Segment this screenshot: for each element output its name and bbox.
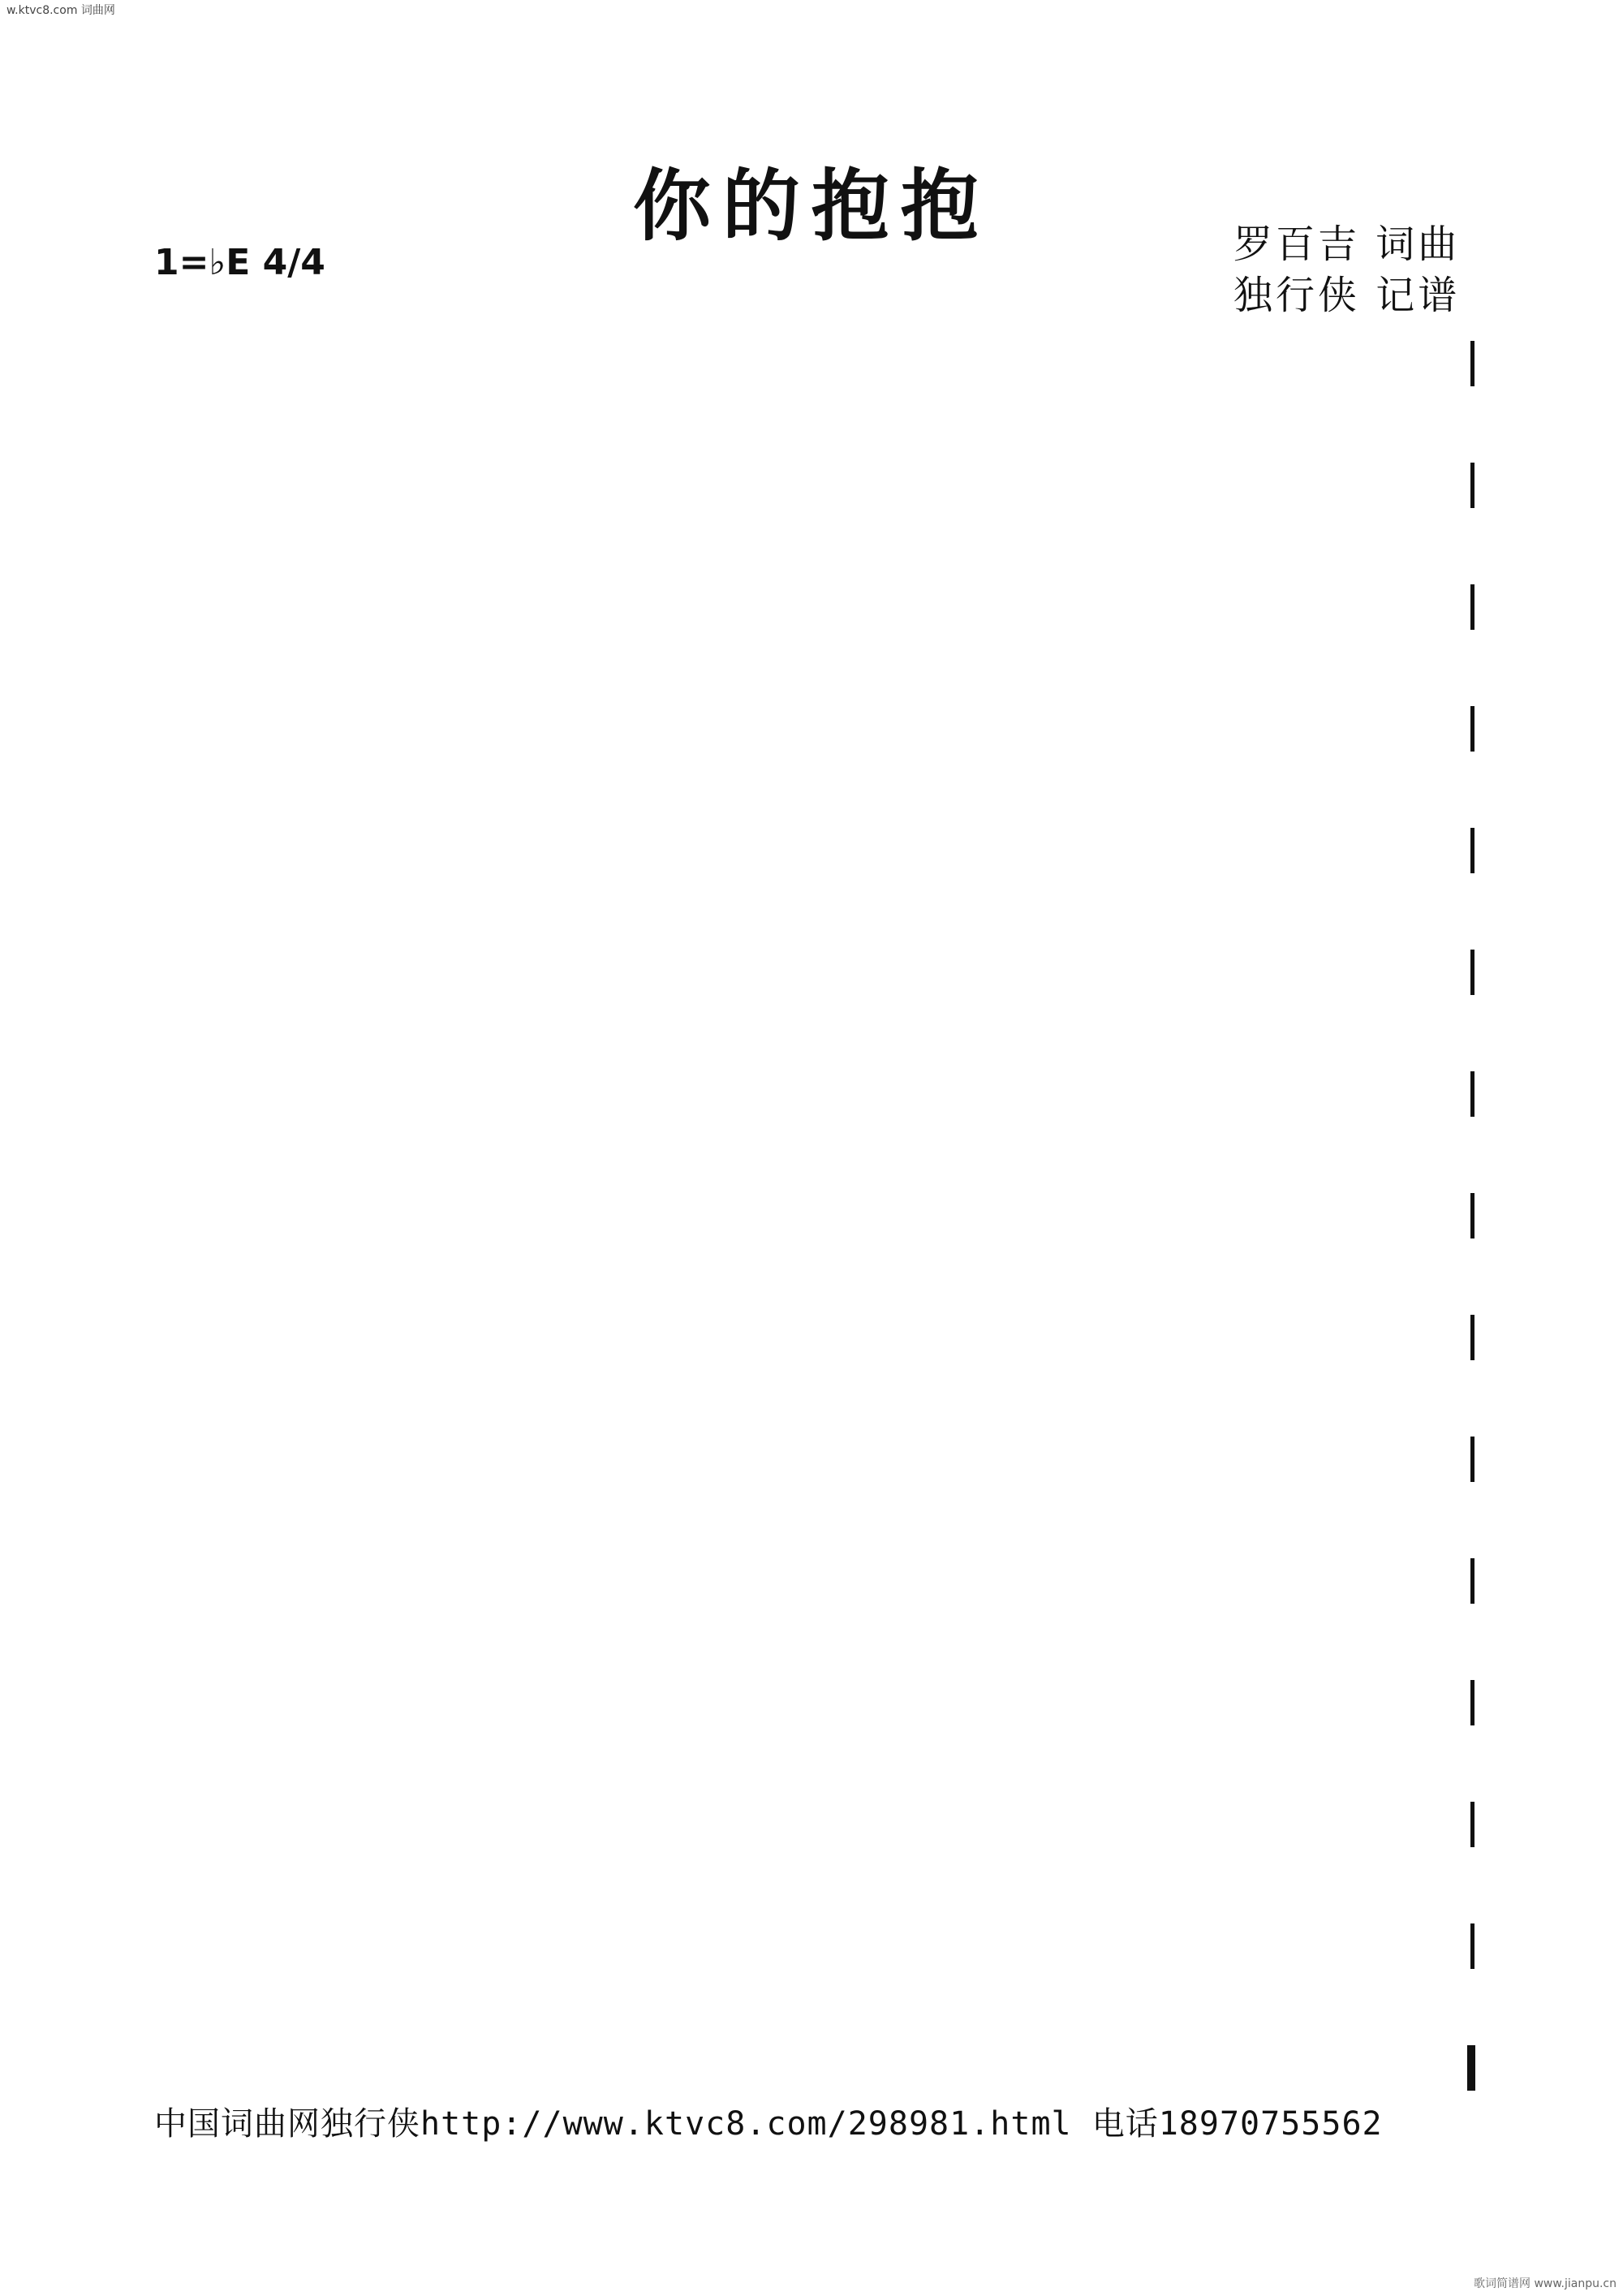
watermark-top: w.ktvc8.com 词曲网	[6, 4, 115, 17]
lyric-line	[154, 1855, 1477, 1904]
score-row	[154, 1315, 1477, 1437]
barline	[1470, 1315, 1474, 1360]
lyric-line	[154, 516, 1477, 565]
barline	[1470, 1437, 1474, 1482]
barline	[1470, 1071, 1474, 1117]
score-row	[154, 1193, 1477, 1315]
notation-line	[154, 1315, 1477, 1363]
song-title: 你的抱抱	[633, 160, 990, 252]
barline	[1470, 463, 1474, 508]
key-signature: 1=♭E 4/4	[154, 242, 325, 283]
lyric-line	[154, 1490, 1477, 1539]
score-row	[154, 1923, 1477, 2045]
barline	[1470, 706, 1474, 752]
barline	[1470, 341, 1474, 386]
notation-line	[154, 1437, 1477, 1484]
barline	[1470, 1802, 1474, 1847]
notation-line	[154, 1071, 1477, 1119]
score-row	[154, 1437, 1477, 1558]
barline	[1470, 828, 1474, 873]
notation-line	[154, 2045, 1477, 2093]
score-row	[154, 950, 1477, 1071]
score-row	[154, 1558, 1477, 1680]
notation-line	[154, 706, 1477, 754]
notation-line	[154, 1802, 1477, 1850]
lyric-line	[154, 1003, 1477, 1052]
transcriber-credit: 独行侠 记谱	[1233, 273, 1461, 318]
score-row	[154, 1071, 1477, 1193]
lyric-line	[154, 394, 1477, 443]
score-row	[154, 1680, 1477, 1802]
lyric-line	[154, 760, 1477, 808]
footer-source: 中国词曲网独行侠http://www.ktvc8.com/298981.html 电话18970755562	[154, 2105, 1383, 2143]
watermark-bottom: 歌词简谱网 www.jianpu.cn	[1474, 2277, 1617, 2290]
lyric-line	[154, 881, 1477, 930]
notation-line	[154, 1923, 1477, 1971]
barline	[1470, 950, 1474, 995]
score-row	[154, 706, 1477, 828]
barline	[1470, 1558, 1474, 1604]
composer-credit: 罗百吉 词曲	[1233, 222, 1461, 267]
lyric-line	[154, 1977, 1477, 2026]
notation-line	[154, 463, 1477, 510]
lyric-line	[154, 1247, 1477, 1295]
barline	[1470, 584, 1474, 630]
barline	[1467, 2045, 1475, 2091]
notation-line	[154, 950, 1477, 997]
lyric-line	[154, 1368, 1477, 1417]
notation-line	[154, 1193, 1477, 1241]
score-row	[154, 341, 1477, 463]
notation-line	[154, 584, 1477, 632]
notation-line	[154, 1680, 1477, 1728]
lyric-line	[154, 638, 1477, 687]
notation-line	[154, 1558, 1477, 1606]
lyric-line	[154, 1734, 1477, 1782]
score-row	[154, 1802, 1477, 1923]
score-row	[154, 463, 1477, 584]
barline	[1470, 1923, 1474, 1969]
notation-line	[154, 341, 1477, 389]
lyric-line	[154, 1612, 1477, 1661]
score-row	[154, 584, 1477, 706]
barline	[1470, 1680, 1474, 1725]
lyric-line	[154, 1125, 1477, 1174]
score-row	[154, 828, 1477, 950]
notation-line	[154, 828, 1477, 876]
barline	[1470, 1193, 1474, 1238]
